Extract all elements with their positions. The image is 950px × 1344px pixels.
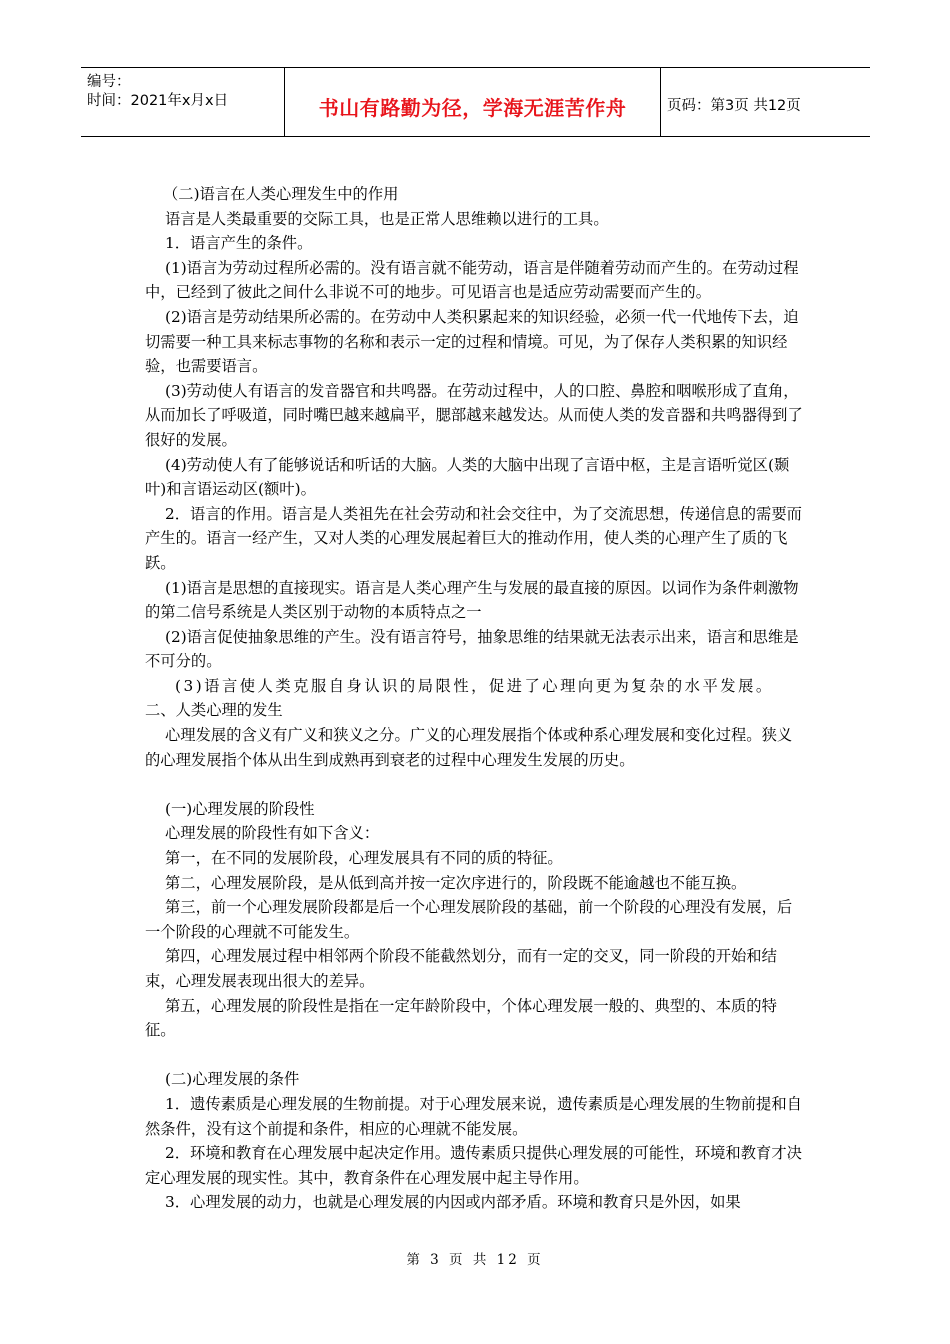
paragraph: 语言是人类最重要的交际工具，也是正常人思维赖以进行的工具。	[165, 209, 609, 228]
paragraph: (1)语言是思想的直接现实。语言是人类心理产生与发展的最直接的原因。以词作为条件刺激物的第二信号系统是人类区别于动物的本质特点之一	[145, 578, 799, 622]
paragraph: 1．遗传素质是心理发展的生物前提。对于心理发展来说，遗传素质是心理发展的生物前提和自然条件，没有这个前提和条件，相应的心理就不能发展。	[145, 1094, 802, 1138]
paragraph: (1)语言为劳动过程所必需的。没有语言就不能劳动，语言是伴随着劳动而产生的。在劳动过程中，已经到了彼此之间什么非说不可的地步。可见语言也是适应劳动需要而产生的。	[145, 258, 799, 302]
header-right-cell	[661, 68, 870, 136]
paragraph: 心理发展的含义有广义和狭义之分。广义的心理发展指个体或种系心理发展和变化过程。狭义的心理发展指个体从出生到成熟再到衰老的过程中心理发生发展的历史。	[145, 726, 793, 769]
paragraph: 2．环境和教育在心理发展中起决定作用。遗传素质只提供心理发展的可能性，环境和教育才决定心理发展的现实性。其中，教育条件在心理发展中起主导作用。	[145, 1144, 802, 1187]
paragraph: (4)劳动使人有了能够说话和听话的大脑。人类的大脑中出现了言语中枢，主是言语听觉区(颞叶)和言语运动区(额叶)。	[145, 455, 790, 499]
section-heading: 二、人类心理的发生	[145, 701, 283, 720]
paragraph: 第五，心理发展的阶段性是指在一定年龄阶段中，个体心理发展一般的、典型的、本质的特征。	[145, 996, 777, 1040]
paragraph: 1．语言产生的条件。	[165, 234, 313, 253]
paragraph: 3．心理发展的动力，也就是心理发展的内因或内部矛盾。环境和教育只是外因，如果	[165, 1193, 741, 1212]
paragraph: 第三，前一个心理发展阶段都是后一个心理发展阶段的基础，前一个阶段的心理没有发展，后一个阶段的心理就不可能发生。	[145, 898, 793, 941]
paragraph: 心理发展的阶段性有如下含义：	[165, 824, 380, 843]
page-code: 页码：第3页 共12页	[667, 98, 801, 114]
number-label: 编号：	[87, 74, 131, 90]
paragraph: 第一，在不同的发展阶段，心理发展具有不同的质的特征。	[165, 849, 563, 868]
page-footer: 第 3 页 共 12 页	[406, 1252, 544, 1268]
section-heading: (一)心理发展的阶段性	[165, 799, 315, 818]
paragraph: (2)语言是劳动结果所必需的。在劳动中人类积累起来的知识经验，必须一代一代地传下去，迫切需要一种工具来标志事物的名称和表示一定的过程和情境。可见，为了保存人类积累的知识经验，也需要语言。	[145, 307, 799, 376]
document-body	[145, 182, 807, 1215]
paragraph: 第二，心理发展阶段，是从低到高并按一定次序进行的，阶段既不能逾越也不能互换。	[165, 873, 747, 892]
paragraph: (2)语言促使抽象思维的产生。没有语言符号，抽象思维的结果就无法表示出来，语言和思维是不可分的。	[145, 627, 799, 671]
blank-line	[145, 1043, 807, 1068]
paragraph: (3)劳动使人有语言的发音器官和共鸣器。在劳动过程中，人的口腔、鼻腔和咽喉形成了直角，从而加长了呼吸道，同时嘴巴越来越扁平，腮部越来越发达。从而使人类的发音器和共鸣器得到了很好的发展。	[145, 381, 803, 449]
time-label: 时间：2021年x月x日	[87, 93, 229, 109]
header-motto-cell	[285, 68, 661, 136]
section-heading: (二)心理发展的条件	[165, 1070, 300, 1089]
blank-line	[145, 772, 807, 797]
header-left-cell	[81, 68, 285, 136]
paragraph: (3)语言使人类克服自身认识的局限性，促进了心理向更为复杂的水平发展。	[175, 676, 774, 695]
paragraph: 2．语言的作用。语言是人类祖先在社会劳动和社会交往中，为了交流思想，传递信息的需要而产生的。语言一经产生，又对人类的心理发展起着巨大的推动作用，使人类的心理产生了质的飞跃。	[145, 504, 802, 572]
header-motto: 书山有路勤为径，学海无涯苦作舟	[318, 96, 627, 120]
section-heading: （二)语言在人类心理发生中的作用	[163, 185, 399, 203]
paragraph: 第四，心理发展过程中相邻两个阶段不能截然划分，而有一定的交叉，同一阶段的开始和结束，心理发展表现出很大的差异。	[145, 947, 777, 990]
page-header	[81, 67, 870, 137]
